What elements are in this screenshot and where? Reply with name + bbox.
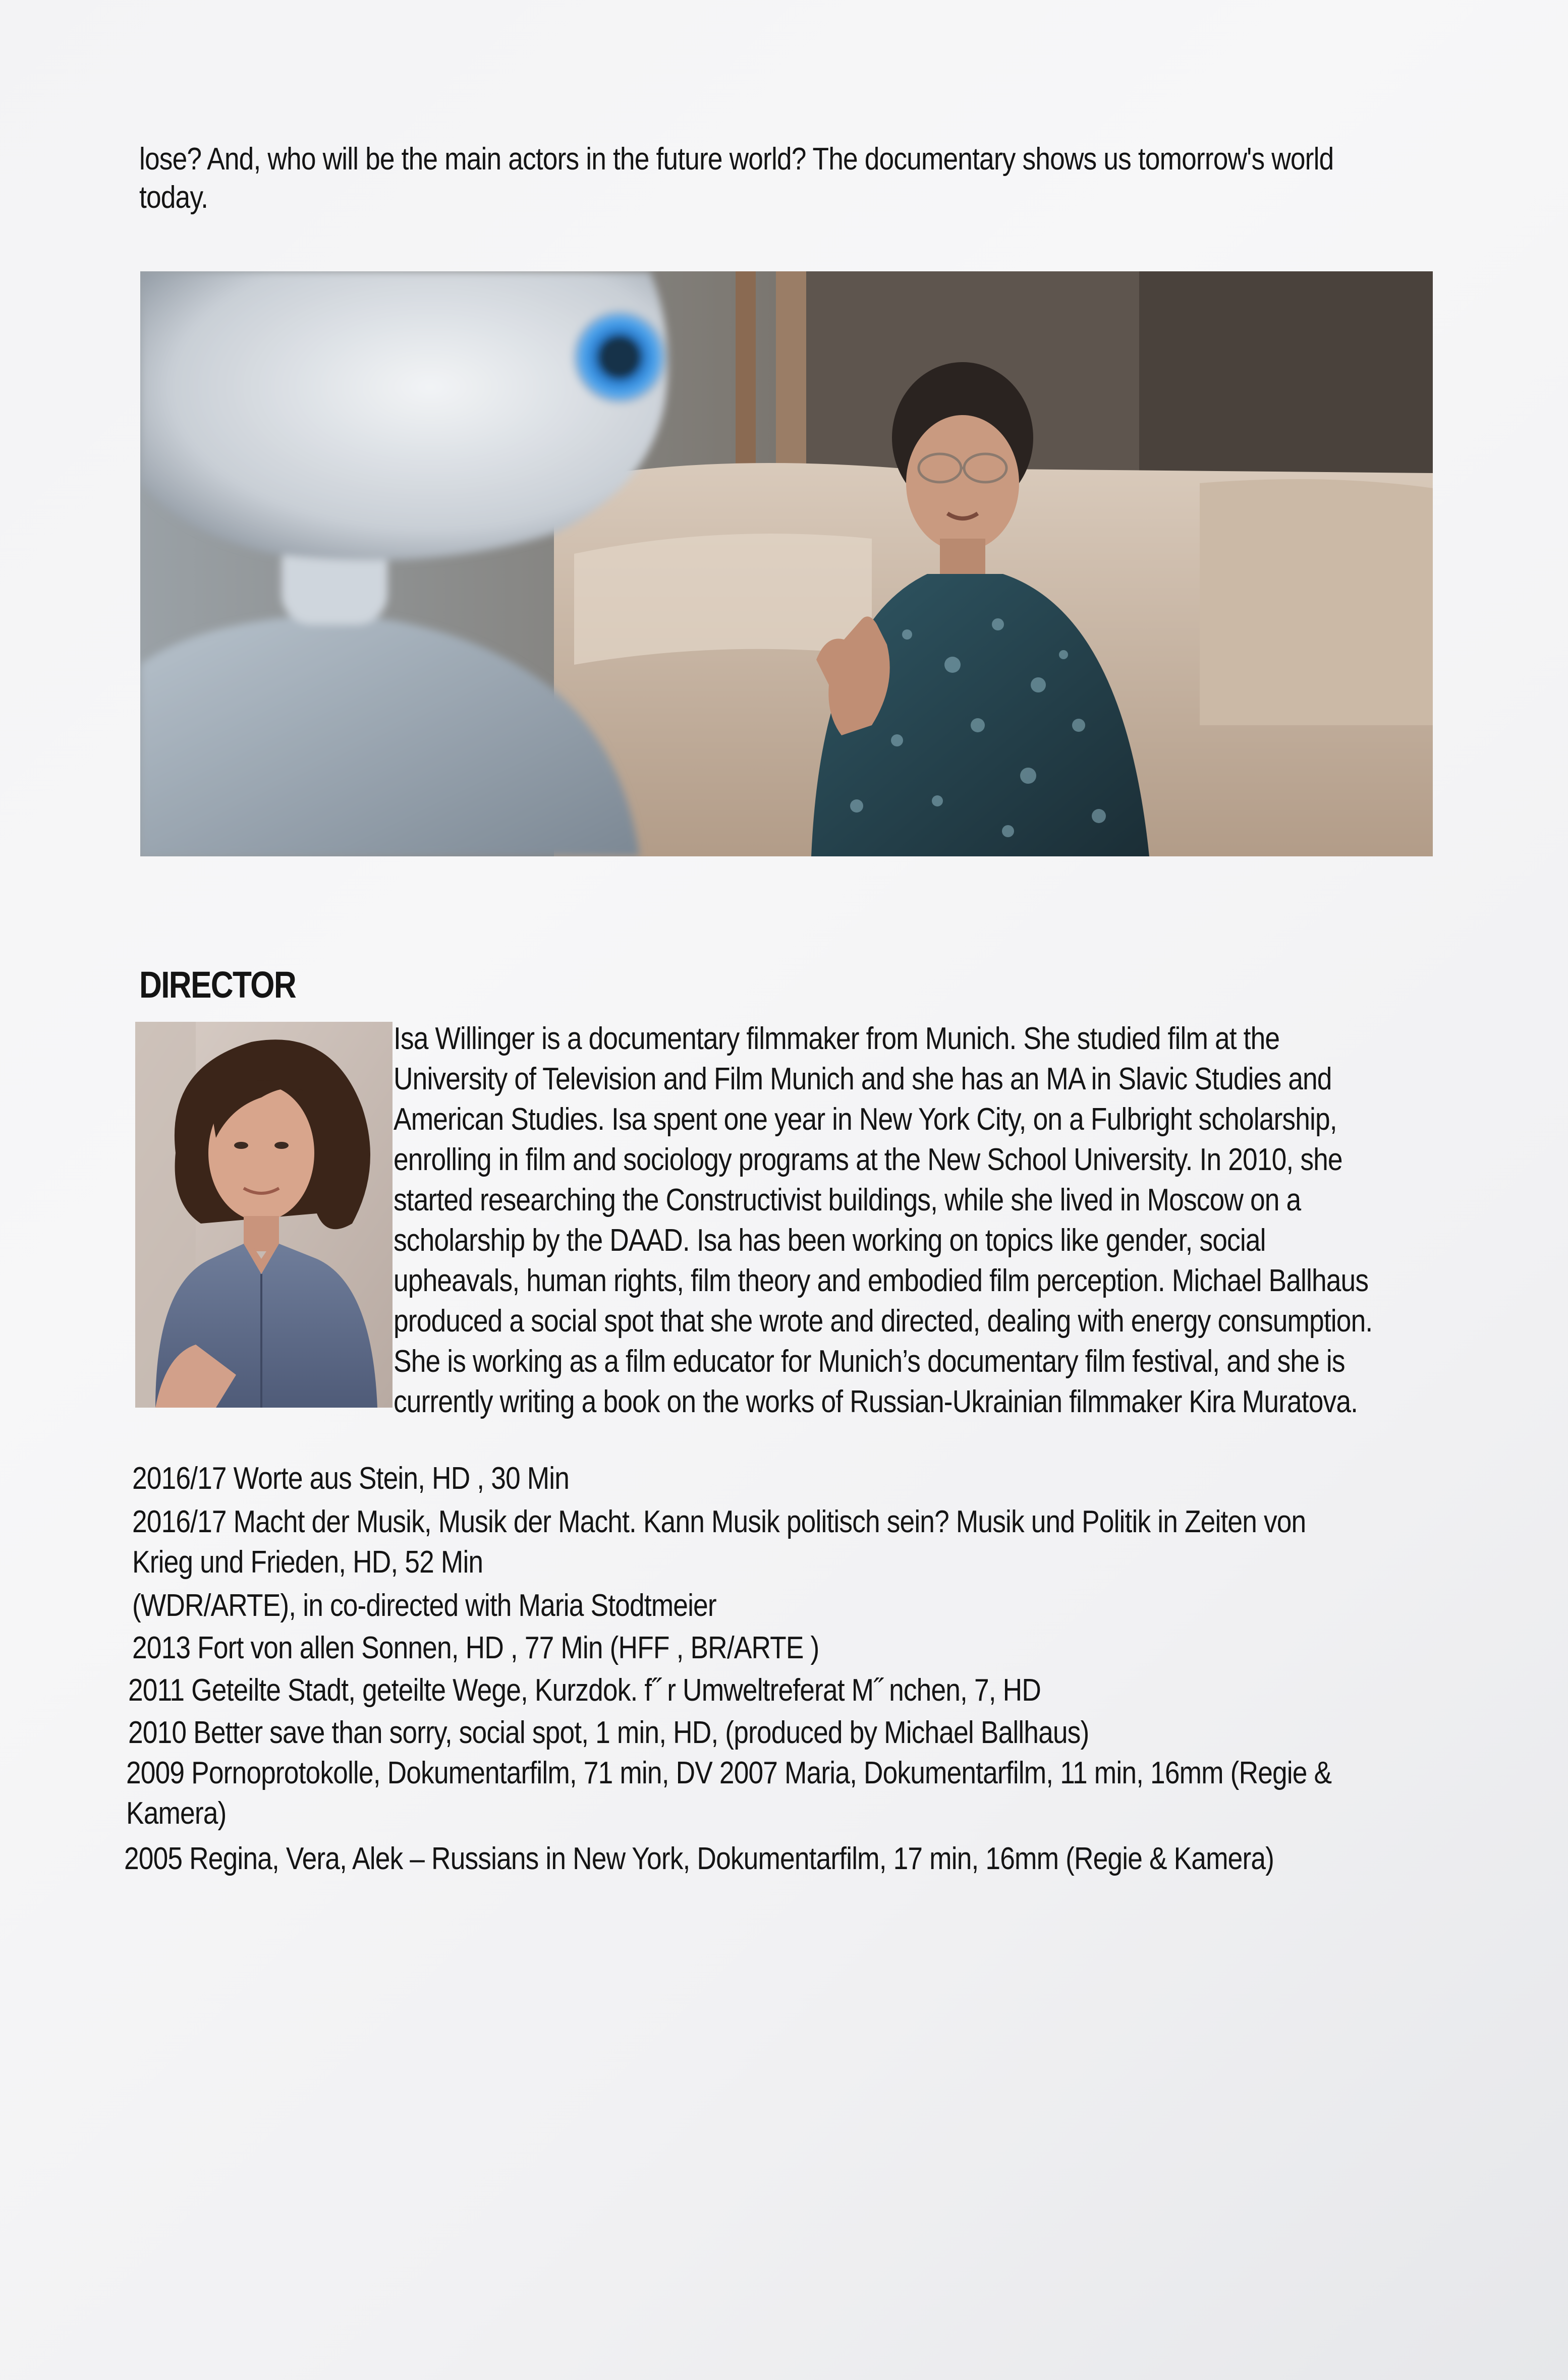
bio-line: enrolling in film and sociology programs at the New School University. In 2010, she (394, 1142, 1342, 1177)
filmography-line: (WDR/ARTE), in co-directed with Maria Stodtmeier (132, 1588, 716, 1623)
bio-line: scholarship by the DAAD. Isa has been working on topics like gender, social (394, 1223, 1266, 1258)
filmography-line: Krieg und Frieden, HD, 52 Min (132, 1545, 483, 1580)
filmography-line: 2013 Fort von allen Sonnen, HD , 77 Min (HFF , BR/ARTE ) (132, 1631, 819, 1665)
intro-line: lose? And, who will be the main actors in the future world? The documentary shows us tomorrow's world (139, 142, 1334, 177)
bio-line: Isa Willinger is a documentary filmmaker from Munich. She studied film at the (394, 1021, 1280, 1056)
bio-line: currently writing a book on the works of Russian-Ukrainian filmmaker Kira Muratova. (394, 1384, 1358, 1419)
filmography-line: 2016/17 Worte aus Stein, HD , 30 Min (132, 1461, 570, 1496)
bio-line: produced a social spot that she wrote and directed, dealing with energy consumption. (394, 1304, 1373, 1339)
filmography-line: 2016/17 Macht der Musik, Musik der Macht. Kann Musik politisch sein? Musik und Politik in Zeiten von (132, 1504, 1306, 1539)
filmography-line: 2011 Geteilte Stadt, geteilte Wege, Kurzdok. f˝ r Umweltreferat M˝ nchen, 7, HD (128, 1673, 1041, 1708)
robot-and-elderly-woman-photo (140, 271, 1433, 856)
filmography-line: Kamera) (126, 1796, 227, 1831)
section-heading-director: DIRECTOR (139, 964, 296, 1006)
filmography-line: 2009 Pornoprotokolle, Dokumentarfilm, 71 min, DV 2007 Maria, Dokumentarfilm, 11 min, 16mm (Regie & (126, 1756, 1332, 1790)
bio-line: She is working as a film educator for Munich’s documentary film festival, and she is (394, 1344, 1345, 1379)
bio-line: University of Television and Film Munich and she has an MA in Slavic Studies and (394, 1062, 1332, 1096)
filmography-line: 2010 Better save than sorry, social spot, 1 min, HD, (produced by Michael Ballhaus) (128, 1715, 1089, 1750)
director-portrait-photo (135, 1022, 393, 1408)
intro-line: today. (139, 180, 208, 215)
bio-line: upheavals, human rights, film theory and embodied film perception. Michael Ballhaus (394, 1263, 1369, 1298)
filmography-line: 2005 Regina, Vera, Alek – Russians in New York, Dokumentarfilm, 17 min, 16mm (Regie & Kamera) (124, 1841, 1274, 1876)
bio-line: started researching the Constructivist buildings, while she lived in Moscow on a (394, 1183, 1301, 1217)
bio-line: American Studies. Isa spent one year in New York City, on a Fulbright scholarship, (394, 1102, 1337, 1137)
